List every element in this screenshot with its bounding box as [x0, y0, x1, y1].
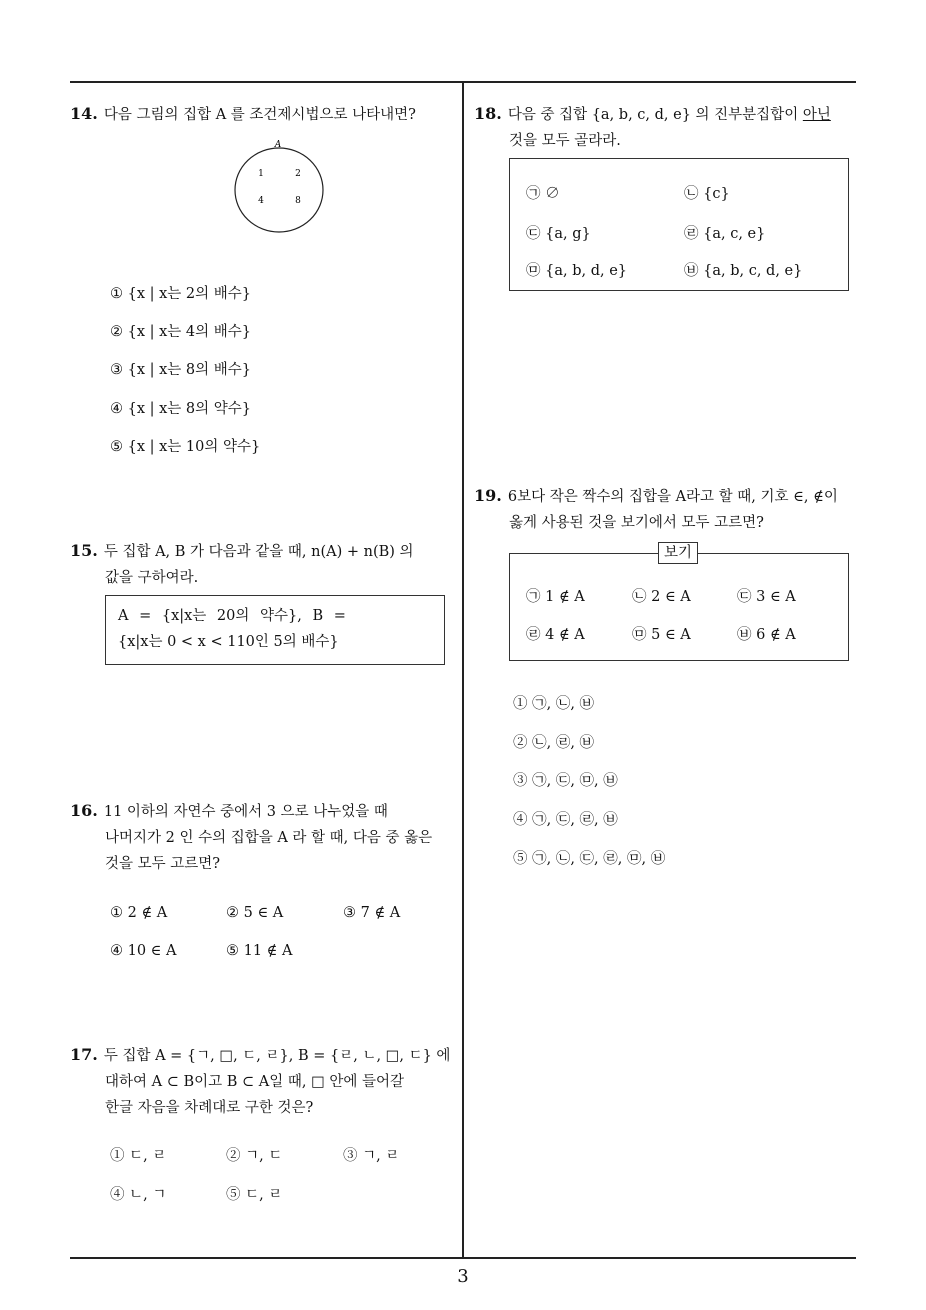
q18-item-1: ㉠ ∅: [526, 186, 560, 202]
q14-option-4[interactable]: ④ {x | x는 8의 약수}: [110, 401, 251, 417]
q19-option-2[interactable]: ② ㉡, ㉣, ㉥: [513, 735, 595, 751]
venn-element: 1: [258, 169, 264, 179]
q17-option-1[interactable]: ① ㄷ, ㄹ: [110, 1148, 167, 1164]
q15-stem-line-2: 값을 구하여라.: [105, 570, 199, 586]
q18-item-3: ㉢ {a, g}: [526, 226, 591, 242]
q16-stem-line-2: 나머지가 2 인 수의 집합을 A 라 할 때, 다음 중 옳은: [105, 830, 433, 846]
q14-stem: [70, 104, 416, 125]
q17-option-5[interactable]: ⑤ ㄷ, ㄹ: [226, 1187, 283, 1203]
q18-item-5: ㉤ {a, b, d, e}: [526, 263, 628, 279]
q14-option-1[interactable]: ① {x | x는 2의 배수}: [110, 286, 251, 302]
q16-text-1: 11 이하의 자연수 중에서 3 으로 나누었을 때: [103, 804, 388, 820]
venn-label: A: [274, 140, 282, 150]
q19-item-1: ㉠ 1 ∉ A: [526, 589, 585, 605]
q19-option-4[interactable]: ④ ㉠, ㉢, ㉣, ㉥: [513, 812, 618, 828]
q14-number: 14.: [70, 104, 98, 123]
q14-option-3[interactable]: ③ {x | x는 8의 배수}: [110, 362, 251, 378]
q19-item-2: ㉡ 2 ∈ A: [632, 589, 691, 605]
q18-stem-line-1: [474, 104, 831, 125]
q16-option-1[interactable]: ① 2 ∉ A: [110, 905, 168, 921]
q18-item-6: ㉥ {a, b, c, d, e}: [684, 263, 803, 279]
q15-condition-box: [105, 595, 445, 665]
q19-bogi-box: [509, 553, 849, 661]
q19-number: 19.: [474, 486, 502, 505]
q16-option-5[interactable]: ⑤ 11 ∉ A: [226, 943, 293, 959]
q18-item-4: ㉣ {a, c, e}: [684, 226, 766, 242]
q15-number: 15.: [70, 541, 98, 560]
q14-option-2[interactable]: ② {x | x는 4의 배수}: [110, 324, 251, 340]
q14-text: 다음 그림의 집합 A 를 조건제시법으로 나타내면?: [103, 107, 416, 123]
q17-option-3[interactable]: ③ ㄱ, ㄹ: [343, 1148, 400, 1164]
q17-stem-line-2: 대하여 A ⊂ B이고 B ⊂ A일 때, □ 안에 들어갈: [105, 1074, 405, 1090]
q15-text-1: 두 집합 A, B 가 다음과 같을 때, n(A) + n(B) 의: [103, 544, 414, 560]
q17-stem-line-3: 한글 자음을 차례대로 구한 것은?: [105, 1100, 314, 1116]
q15-box-line-1: A = {x|x는 20의 약수}, B =: [118, 608, 346, 624]
q19-bogi-label: 보기: [658, 542, 698, 564]
venn-element: 4: [258, 196, 264, 206]
q18-number: 18.: [474, 104, 502, 123]
page-number: 3: [457, 1266, 469, 1287]
q15-stem-line-1: [70, 541, 414, 562]
q18-underlined-word: 아닌: [802, 107, 831, 123]
q17-option-4[interactable]: ④ ㄴ, ㄱ: [110, 1187, 167, 1203]
q19-option-5[interactable]: ⑤ ㉠, ㉡, ㉢, ㉣, ㉤, ㉥: [513, 851, 666, 867]
q18-text-1: 다음 중 집합 {a, b, c, d, e} 의 진부분집합이: [507, 107, 803, 123]
q17-text-1: 두 집합 A = {ㄱ, □, ㄷ, ㄹ}, B = {ㄹ, ㄴ, □, ㄷ} 에: [103, 1048, 451, 1064]
q19-option-1[interactable]: ① ㉠, ㉡, ㉥: [513, 696, 595, 712]
q17-option-2[interactable]: ② ㄱ, ㄷ: [226, 1148, 283, 1164]
q19-stem-line-1: [474, 486, 838, 507]
q14-venn-diagram: [228, 136, 330, 236]
footer-rule: [70, 1257, 856, 1259]
q16-option-4[interactable]: ④ 10 ∈ A: [110, 943, 177, 959]
q14-option-5[interactable]: ⑤ {x | x는 10의 약수}: [110, 439, 261, 455]
q19-item-3: ㉢ 3 ∈ A: [737, 589, 796, 605]
q16-option-3[interactable]: ③ 7 ∉ A: [343, 905, 401, 921]
q19-item-4: ㉣ 4 ∉ A: [526, 627, 585, 643]
q15-box-line-2: {x|x는 0 < x < 110인 5의 배수}: [118, 634, 339, 650]
q19-text-1: 6보다 작은 짝수의 집합을 A라고 할 때, 기호 ∈, ∉이: [507, 489, 838, 505]
q19-item-6: ㉥ 6 ∉ A: [737, 627, 796, 643]
venn-circle: [235, 148, 323, 232]
q16-stem-line-1: [70, 801, 388, 822]
q17-stem-line-1: [70, 1045, 450, 1066]
venn-element: 8: [295, 196, 301, 206]
q18-choice-box: [509, 158, 849, 291]
venn-element: 2: [295, 169, 301, 179]
q17-number: 17.: [70, 1045, 98, 1064]
q18-stem-line-2: 것을 모두 골라라.: [509, 133, 621, 149]
q18-item-2: ㉡ {c}: [684, 186, 730, 202]
q19-option-3[interactable]: ③ ㉠, ㉢, ㉤, ㉥: [513, 773, 618, 789]
q16-number: 16.: [70, 801, 98, 820]
q19-item-5: ㉤ 5 ∈ A: [632, 627, 691, 643]
q16-option-2[interactable]: ② 5 ∈ A: [226, 905, 284, 921]
q19-stem-line-2: 옳게 사용된 것을 보기에서 모두 고르면?: [509, 515, 764, 531]
q16-stem-line-3: 것을 모두 고르면?: [105, 856, 221, 872]
column-divider: [462, 82, 464, 1258]
